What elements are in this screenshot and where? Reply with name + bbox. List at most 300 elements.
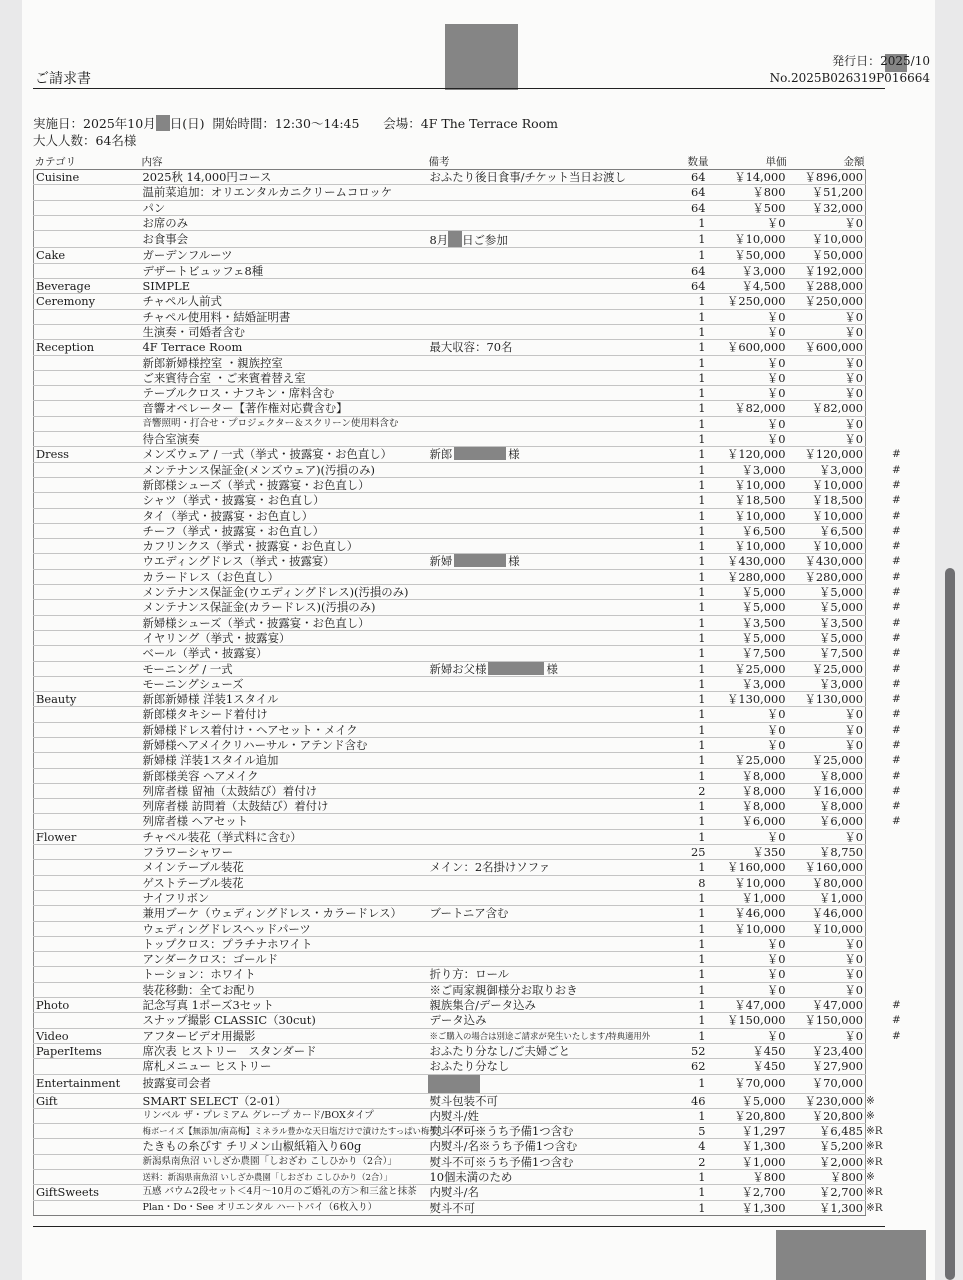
row-amount-value: ￥5,000 [819,600,863,615]
row-qty: 1 [668,508,710,523]
table-row [34,1013,866,1028]
row-amount [788,676,901,691]
table-row [34,799,866,814]
table-row [34,324,866,339]
row-unit-price: ￥600,000 [710,340,788,355]
row-unit-price: ￥5,000 [710,585,788,600]
row-hash-mark: # [892,601,901,614]
row-item: カフリンクス（挙式・披露宴・お色直し） [141,539,428,554]
table-row [34,707,866,722]
row-amount [788,1059,866,1074]
table-row [34,1074,866,1093]
row-category [34,1139,141,1154]
row-unit-price: ￥0 [710,309,788,324]
row-qty: 1 [668,814,710,829]
row-qty: 64 [668,279,710,294]
row-qty: 46 [668,1093,710,1108]
row-unit-price: ￥10,000 [710,231,788,248]
row-category [34,615,141,630]
row-category [34,906,141,921]
row-amount-value: ￥23,400 [811,1043,863,1058]
row-item: 温前菜追加：オリエンタルカニクリームコロッケ [141,185,428,200]
row-category [34,952,141,967]
row-note: 熨斗包装不可 [428,1093,668,1108]
row-category [34,215,141,230]
row-category [34,722,141,737]
redaction-block [454,447,506,460]
row-item: 新郎様タキシード着付け [141,707,428,722]
row-unit-price: ￥350 [710,845,788,860]
table-row [34,952,866,967]
row-qty: 1 [668,890,710,905]
row-category [34,875,141,890]
row-item: アフタービデオ用撮影 [141,1028,428,1043]
row-unit-price: ￥10,000 [710,875,788,890]
col-unit-price: 単価 [765,156,787,168]
table-row [34,646,866,661]
row-item: ゲストテーブル装花 [141,875,428,890]
row-qty: 1 [668,737,710,752]
row-unit-price: ￥0 [710,1028,788,1043]
row-amount-value: ￥70,000 [811,1076,863,1091]
title-underline [33,88,885,89]
row-unit-price: ￥2,700 [710,1185,788,1200]
row-category [34,1013,141,1028]
row-item: 装花移動：全てお配り [141,982,428,997]
table-row [34,829,866,844]
row-qty: 1 [668,600,710,615]
row-unit-price: ￥450 [710,1043,788,1058]
row-qty: 1 [668,370,710,385]
table-row [34,906,866,921]
row-unit-price: ￥0 [710,370,788,385]
row-qty: 1 [668,432,710,447]
row-mark: ※ [866,1171,875,1183]
row-amount [788,967,866,982]
row-item: トーション：ホワイト [141,967,428,982]
row-note: 最大収容：70名 [428,340,668,355]
row-unit-price: ￥3,000 [710,676,788,691]
row-note [428,875,668,890]
row-amount-value: ￥50,000 [811,248,863,263]
row-hash-mark: # [892,647,901,660]
row-amount [788,921,866,936]
row-qty: 1 [668,921,710,936]
row-unit-price: ￥10,000 [710,921,788,936]
table-body [34,170,901,1216]
row-amount [788,600,901,615]
row-item: たきもの糸びす チリメン山椒紙箱入り60g [141,1139,428,1154]
row-note [428,401,668,416]
table-row [34,355,866,370]
row-amount-value: ￥5,000 [819,585,863,600]
row-category: Photo [34,998,141,1013]
row-category [34,1200,141,1215]
row-amount [788,1013,901,1028]
row-amount [788,845,866,860]
row-unit-price: ￥70,000 [710,1074,788,1093]
table-row [34,1170,866,1185]
row-item: Plan・Do・See オリエンタル ハートパイ（6枚入り） [141,1200,428,1215]
table-row [34,523,866,538]
row-qty: 1 [668,1028,710,1043]
row-amount [788,231,866,248]
row-qty: 2 [668,783,710,798]
row-amount [788,432,866,447]
row-note [428,768,668,783]
table-row [34,1139,866,1154]
row-qty: 1 [668,768,710,783]
row-amount [788,508,901,523]
row-qty: 1 [668,799,710,814]
row-note: おふたり分なし/ご夫婦ごと [428,1043,668,1058]
table-row [34,508,866,523]
row-amount [788,860,866,875]
row-item: 4F Terrace Room [141,340,428,355]
row-amount [788,447,901,462]
row-amount [788,982,866,997]
table-row [34,998,866,1013]
row-amount [788,294,866,309]
row-unit-price: ￥82,000 [710,401,788,416]
row-amount [788,1043,866,1058]
row-amount [788,799,901,814]
row-unit-price: ￥8,000 [710,799,788,814]
row-category [34,676,141,691]
row-category [34,799,141,814]
row-unit-price: ￥3,000 [710,462,788,477]
table-row [34,432,866,447]
row-note [428,783,668,798]
row-hash-mark: # [892,677,901,690]
row-note [428,279,668,294]
row-amount-value: ￥430,000 [804,554,863,569]
row-item: 兼用ブーケ（ウェディングドレス・カラードレス） [141,906,428,921]
row-note [428,294,668,309]
row-hash-mark: # [892,708,901,721]
row-category [34,1059,141,1074]
row-amount [788,324,866,339]
row-category: PaperItems [34,1043,141,1058]
row-category [34,185,141,200]
row-amount-value: ￥1,300 [819,1200,863,1215]
row-amount [788,1074,866,1093]
row-amount [788,279,866,294]
row-hash-mark: # [892,478,901,491]
row-category: Beauty [34,692,141,707]
row-item: 席札メニュー ヒストリー [141,1059,428,1074]
row-item: 披露宴司会者 [141,1074,428,1093]
row-qty: 1 [668,936,710,951]
row-hash-mark: # [892,463,901,476]
table-row [34,416,866,431]
row-qty: 1 [668,1170,710,1185]
table-row [34,309,866,324]
row-item: 記念写真 1ポーズ3セット [141,998,428,1013]
row-category [34,585,141,600]
row-note [428,814,668,829]
row-category [34,661,141,676]
row-qty: 52 [668,1043,710,1058]
row-amount [788,539,901,554]
row-item: メインテーブル装花 [141,860,428,875]
row-amount-value: ￥10,000 [811,539,863,554]
row-item: 席次表 ヒストリー スタンダード [141,1043,428,1058]
row-note [428,661,668,676]
row-note [428,646,668,661]
row-item: チャペル装花（挙式料に含む） [141,829,428,844]
col-note: 備考 [428,156,450,168]
row-amount-value: ￥10,000 [811,232,863,247]
row-note [428,200,668,215]
row-mark: ※R [866,1201,883,1214]
row-qty: 64 [668,263,710,278]
table-row [34,554,866,569]
col-qty: 数量 [687,156,709,168]
table-row [34,231,866,248]
row-item: メンズウェア / 一式（挙式・披露宴・お色直し） [141,447,428,462]
scrollbar[interactable] [945,568,955,1280]
row-amount [788,585,901,600]
row-note-suffix: 日ご参加 [462,233,508,248]
row-qty: 1 [668,998,710,1013]
table-row [34,1028,866,1043]
row-amount-value: ￥0 [844,722,863,737]
table-row [34,1185,866,1200]
row-item: SMART SELECT（2-01） [141,1093,428,1108]
row-note [428,921,668,936]
row-unit-price: ￥8,000 [710,783,788,798]
row-hash-mark: # [892,540,901,553]
row-unit-price: ￥20,800 [710,1108,788,1123]
row-item: ガーデンフルーツ [141,248,428,263]
row-category: Ceremony [34,294,141,309]
row-note [428,231,668,248]
row-item: アンダークロス：ゴールド [141,952,428,967]
row-qty: 1 [668,324,710,339]
row-amount [788,875,866,890]
row-unit-price: ￥10,000 [710,539,788,554]
row-unit-price: ￥0 [710,707,788,722]
row-unit-price: ￥1,000 [710,1154,788,1169]
row-unit-price: ￥10,000 [710,477,788,492]
table-header [34,156,866,170]
row-qty: 1 [668,1074,710,1093]
row-item: チャペル人前式 [141,294,428,309]
row-note [428,554,668,569]
row-item: 新婦様 洋装1スタイル追加 [141,753,428,768]
guest-count: 大人人数：64名様 [33,133,137,148]
row-hash-mark: # [892,631,901,644]
row-note [428,539,668,554]
table-row [34,386,866,401]
row-note [428,707,668,722]
redaction-block [454,554,506,567]
row-note: メイン：2名掛けソファ [428,860,668,875]
row-category [34,707,141,722]
table-row [34,215,866,230]
row-note [428,615,668,630]
row-note [428,248,668,263]
row-note [428,585,668,600]
row-note [428,355,668,370]
row-hash-mark: # [892,800,901,813]
table-row [34,783,866,798]
row-item: シャツ（挙式・披露宴・お色直し） [141,493,428,508]
row-item: チャペル使用料・結婚証明書 [141,309,428,324]
row-category [34,814,141,829]
row-amount [788,998,901,1013]
row-amount-value: ￥150,000 [804,1013,863,1028]
row-category [34,401,141,416]
row-note-text: 新婦お父様 [429,661,487,676]
table-row [34,447,866,462]
row-amount [788,692,901,707]
row-item: 新婦様シューズ（挙式・披露宴・お色直し） [141,615,428,630]
row-note [428,324,668,339]
row-amount-value: ￥0 [844,1028,863,1043]
row-mark: ※R [866,1125,883,1138]
row-category [34,1170,141,1185]
row-unit-price: ￥0 [710,737,788,752]
table-row [34,630,866,645]
row-amount [788,768,901,783]
row-amount-value: ￥230,000 [804,1093,863,1108]
row-amount-value: ￥3,000 [819,462,863,477]
row-note: おふたり分なし [428,1059,668,1074]
row-amount [788,554,901,569]
row-item: ウエディングドレス（挙式・披露宴） [141,554,428,569]
row-qty: 1 [668,982,710,997]
row-amount [788,737,901,752]
row-qty: 1 [668,615,710,630]
table-row [34,493,866,508]
row-item: スナップ撮影 CLASSIC（30cut) [141,1013,428,1028]
row-amount [788,401,866,416]
row-item: フラワーシャワー [141,845,428,860]
row-amount-value: ￥0 [844,215,863,230]
table-row [34,263,866,278]
row-category [34,783,141,798]
row-item: トップクロス：プラチナホワイト [141,936,428,951]
row-amount-value: ￥0 [844,737,863,752]
row-unit-price: ￥0 [710,432,788,447]
row-qty: 1 [668,707,710,722]
row-item: 新郎新婦様控室 ・親族控室 [141,355,428,370]
table-row [34,1124,866,1139]
table-row [34,477,866,492]
table-row [34,890,866,905]
row-amount-value: ￥1,000 [819,890,863,905]
row-category [34,554,141,569]
row-category [34,600,141,615]
invoice-table [33,156,901,1216]
row-note: おふたり後日食事/チケット当日お渡し [428,170,668,185]
row-unit-price: ￥7,500 [710,646,788,661]
row-item: テーブルクロス・ナフキン・席料含む [141,386,428,401]
row-amount-value: ￥160,000 [804,860,863,875]
row-category [34,753,141,768]
row-category [34,462,141,477]
row-qty: 64 [668,170,710,185]
row-category: GiftSweets [34,1185,141,1200]
row-amount-value: ￥6,485 [819,1124,863,1139]
row-amount [788,493,901,508]
row-item: 2025秋 14,000円コース [141,170,428,185]
row-qty: 1 [668,294,710,309]
row-amount-value: ￥600,000 [804,340,863,355]
row-hash-mark: # [892,586,901,599]
row-note [428,416,668,431]
table-row [34,1154,866,1169]
row-unit-price: ￥130,000 [710,692,788,707]
row-item: お食事会 [141,231,428,248]
row-category [34,1154,141,1169]
row-amount [788,661,901,676]
row-hash-mark: # [892,784,901,797]
row-item: チーフ（挙式・披露宴・お色直し） [141,523,428,538]
row-amount-value: ￥80,000 [811,875,863,890]
row-unit-price: ￥1,300 [710,1200,788,1215]
row-category [34,355,141,370]
row-note [428,890,668,905]
row-unit-price: ￥46,000 [710,906,788,921]
row-note: 10個未満のため [428,1170,668,1185]
table-row [34,370,866,385]
row-amount [788,355,866,370]
row-unit-price: ￥0 [710,967,788,982]
row-category [34,370,141,385]
table-row [34,340,866,355]
row-amount-value: ￥3,500 [819,615,863,630]
row-amount [788,707,901,722]
row-note [428,829,668,844]
row-unit-price: ￥0 [710,936,788,951]
row-item: SIMPLE [141,279,428,294]
row-qty: 1 [668,493,710,508]
row-category: Video [34,1028,141,1043]
row-amount [788,814,901,829]
row-amount-value: ￥20,800 [811,1108,863,1123]
row-unit-price: ￥6,500 [710,523,788,538]
row-note-text: 新郎 [429,447,453,462]
row-category [34,508,141,523]
row-amount [788,783,901,798]
row-mark: ※ [866,1109,875,1122]
row-amount [788,1185,883,1200]
col-amount: 金額 [843,156,865,168]
row-category [34,432,141,447]
row-unit-price: ￥150,000 [710,1013,788,1028]
table-row [34,860,866,875]
redaction-block [776,1230,926,1280]
row-note [428,600,668,615]
table-row [34,1108,866,1123]
row-amount [788,185,866,200]
row-amount-value: ￥130,000 [804,692,863,707]
row-hash-mark: # [892,738,901,751]
row-amount [788,722,901,737]
row-amount-value: ￥0 [844,309,863,324]
row-amount-value: ￥0 [844,936,863,951]
table-row [34,569,866,584]
row-category [34,324,141,339]
row-mark: ※R [866,1140,883,1153]
row-qty: 1 [668,523,710,538]
row-amount [788,248,866,263]
row-amount [788,829,866,844]
row-amount-value: ￥0 [844,952,863,967]
